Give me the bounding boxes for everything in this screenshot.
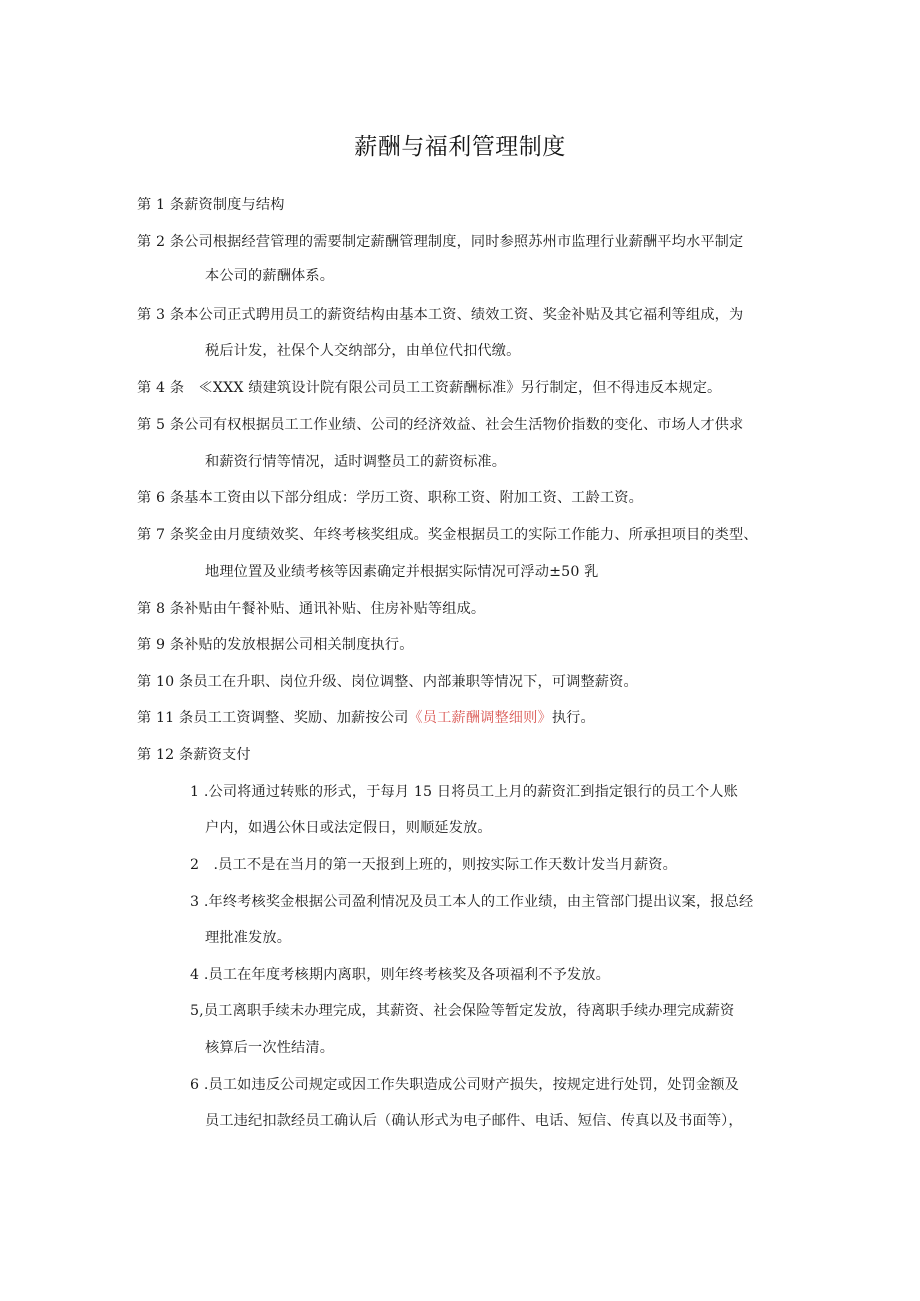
article-6: 第 6 条基本工资由以下部分组成：学历工资、职称工资、附加工资、工龄工资。: [137, 490, 643, 506]
salary-adjustment-rules-link[interactable]: 《员工薪酬调整细则》: [408, 710, 552, 726]
clause-6-line-1: 6 .员工如违反公司规定或因工作失职造成公司财产损失，按规定进行处罚，处罚金额及: [190, 1077, 739, 1093]
clause-3-line-1: 3 .年终考核奖金根据公司盈利情况及员工本人的工作业绩，由主管部门提出议案，报总经: [190, 894, 754, 910]
article-5-line-2: 和薪资行情等情况，适时调整员工的薪资标准。: [205, 454, 507, 470]
clause-5-line-2: 核算后一次性结清。: [205, 1040, 335, 1056]
article-9: 第 9 条补贴的发放根据公司相关制度执行。: [137, 637, 414, 653]
article-7-line-1: 第 7 条奖金由月度绩效奖、年终考核奖组成。奖金根据员工的实际工作能力、所承担项目的类型、: [137, 527, 758, 543]
clause-1-line-1: 1 .公司将通过转账的形式，于每月 15 日将员工上月的薪资汇到指定银行的员工个人账: [190, 784, 738, 800]
article-3-line-1: 第 3 条本公司正式聘用员工的薪资结构由基本工资、绩效工资、奖金补贴及其它福利等组成，为: [137, 307, 744, 323]
document-title: 薪酬与福利管理制度: [354, 134, 566, 160]
clause-3-line-2: 理批准发放。: [205, 930, 292, 946]
clause-4: 4 .员工在年度考核期内离职，则年终考核奖及各项福利不予发放。: [190, 967, 610, 983]
article-3-line-2: 税后计发，社保个人交纳部分，由单位代扣代缴。: [205, 343, 521, 359]
article-10: 第 10 条员工在升职、岗位升级、岗位调整、内部兼职等情况下，可调整薪资。: [137, 674, 638, 690]
article-11: [137, 708, 595, 728]
clause-1-line-2: 户内，如遇公休日或法定假日，则顺延发放。: [205, 820, 492, 836]
article-1: 第 1 条薪资制度与结构: [137, 197, 285, 213]
article-4: 第 4 条 ≪XXX 绩建筑设计院有限公司员工工资薪酬标准》另行制定，但不得违反本规定。: [137, 380, 722, 396]
article-7-line-2: 地理位置及业绩考核等因素确定并根据实际情况可浮动±50 乳: [205, 564, 599, 580]
clause-5-line-1: 5,员工离职手续未办理完成，其薪资、社会保险等暂定发放，待离职手续办理完成薪资: [190, 1003, 735, 1019]
clause-6-line-2: 员工违纪扣款经员工确认后（确认形式为电子邮件、电话、短信、传真以及书面等），: [205, 1113, 743, 1129]
article-11-suffix: 执行。: [551, 710, 595, 726]
article-2-line-1: 第 2 条公司根据经营管理的需要制定薪酬管理制度，同时参照苏州市监理行业薪酬平均水平制定: [137, 234, 744, 250]
article-11-prefix: 第 11 条员工工资调整、奖励、加薪按公司: [137, 710, 409, 726]
clause-2: 2 .员工不是在当月的第一天报到上班的，则按实际工作天数计发当月薪资。: [190, 857, 677, 873]
article-5-line-1: 第 5 条公司有权根据员工工作业绩、公司的经济效益、社会生活物价指数的变化、市场人才供求: [137, 417, 744, 433]
article-12: 第 12 条薪资支付: [137, 747, 251, 763]
article-2-line-2: 本公司的薪酬体系。: [205, 268, 335, 284]
article-8: 第 8 条补贴由午餐补贴、通讯补贴、住房补贴等组成。: [137, 601, 486, 617]
